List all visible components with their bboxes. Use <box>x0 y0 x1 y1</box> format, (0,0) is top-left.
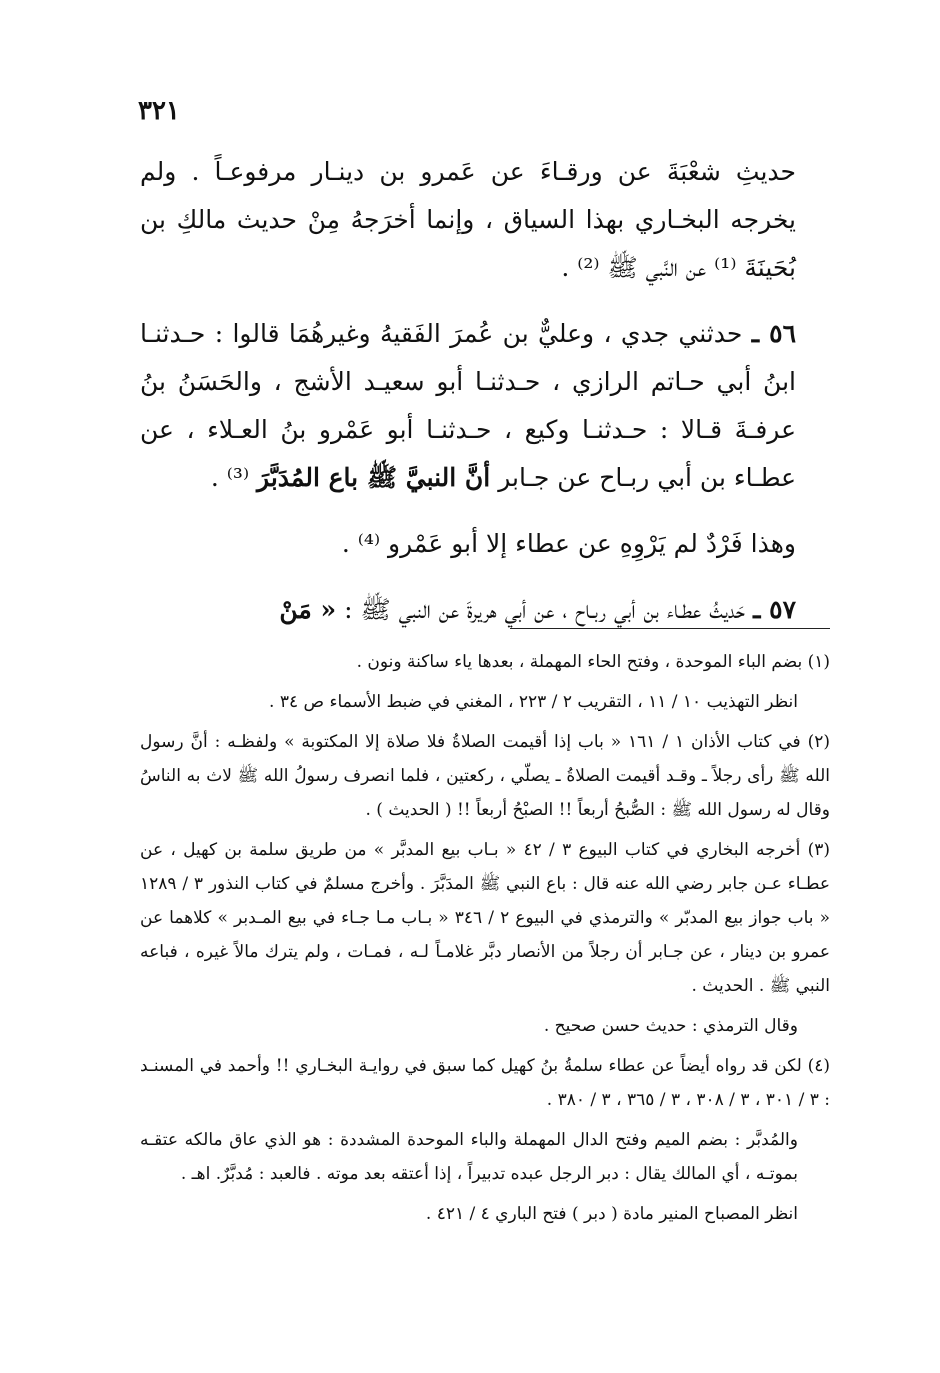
footnote-1-continued: انظر التهذيب ١٠ / ١١ ، التقريب ٢ / ٢٢٣ ، المغني في ضبط الأسماء ص ٣٤ . <box>269 692 798 712</box>
paragraph-continuation: حديثِ شعْبَةَ عن ورقـاءَ عن عَمرو بن دينـار مرفوعـاً . ولم يخرجه البخـاري بهذا السياق ، وإنما أخرَجهُ مِنْ حديث مالكِ بن بُحَينَةَ ⁽¹⁾ عن النَّبي ﷺ ⁽²⁾ . <box>140 157 796 282</box>
hadith-text: حَديثُ عطـاء بن أبي ربـاح ، عن أبي هريرةَ عن النبي ﷺ : <box>344 595 746 624</box>
footnotes <box>140 645 830 1237</box>
hadith-57 <box>140 586 830 634</box>
remark-paragraph: وهذا فَرْدٌ لم يَرْوِهِ عن عطاء إلا أبو عَمْرو ⁽⁴⁾ . <box>341 529 796 558</box>
hadith-matn: « مَنْ <box>279 595 337 624</box>
hadith-number: ٥٦ ـ <box>751 319 796 348</box>
footnote-2: (٢) في كتاب الأذان ١ / ١٦١ « باب إذا أقيمت الصلاةُ فلا صلاة إلا المكتوبة » ولفظـه : أنَّ رسول الله ﷺ رأى رجلاً ـ وقـد أقيمت الصلاةُ ـ يصلّي ، ركعتين ، فلما انصرف رسولُ الله ﷺ لاث به الناسُ وقال له رسول الله ﷺ : الصُّبحُ أربعاً !! الصبْحُ أربعاً !! ( الحديث ) . <box>140 732 830 820</box>
footnote-4: (٤) لكن قد رواه أيضاً عن عطاء سلمةُ بنُ كهيل كما سبق في روايـة البخـاري !! وأحمد في المسنـد : ٣ / ٣٠١ ، ٣ / ٣٠٨ ، ٣ / ٣٦٥ ، ٣ / ٣٨٠ . <box>140 1056 830 1110</box>
main-text <box>140 148 830 652</box>
footnote-1: (١) بضم الباء الموحدة ، وفتح الحاء المهملة ، بعدها ياء ساكنة ونون . <box>356 652 830 672</box>
footnote-4-definition: والمُدبَّر : بضم الميم وفتح الدال المهملة والباء الموحدة المشددة : هو الذي عاق مالكه عتقـه بموتـه ، أي المالك يقال : دبر الرجل عبده تدبيراً ، إذا أعتقه بعد موته . فالعبد : مُدبَّرٌ. اهـ . <box>140 1130 798 1184</box>
footnote-divider <box>510 628 830 629</box>
footnote-3-continued: وقال الترمذي : حديث حسن صحيح . <box>543 1016 798 1036</box>
hadith-56 <box>140 310 830 502</box>
footnote-ref: ⁽³⁾ . <box>210 463 250 492</box>
hadith-number: ٥٧ ـ <box>753 595 796 624</box>
hadith-text: حدثني جدي ، وعليٌّ بن عُمرَ الفَقيهُ وغيرهُمَا قالوا : حـدثنـا ابنُ أبي حـاتم الرازي ، حـدثنـا أبو سعيـد الأشج ، والحَسَنُ بنُ عرفـةَ قـالا : حـدثنـا وكيع ، حـدثنـا أبو عَمْرو بنُ العـلاء ، عن عطـاء بن أبي ربـاح عن جـابر <box>140 319 796 492</box>
page-number: ٣٢١ <box>138 96 180 126</box>
footnote-3: (٣) أخرجه البخاري في كتاب البيوع ٣ / ٤٢ « بـاب بيع المدبَّر » من طريق سلمة بن كهيل ، عن عطـاء عـن جابر رضي الله عنه قال : باع النبي ﷺ المدَبَّرَ . وأخرج مسلمٌ في كتاب النذور ٣ / ١٢٨٩ « باب جواز بيع المدبّر » والترمذي في البيوع ٢ / ٣٤٦ « بـاب مـا جـاء في بيع المـدبر » كلاهما عن عمرو بن دينار ، عن جـابر أن رجلاً من الأنصار دبَّر غلامـاً لـه ، فمـات ، ولم يترك مالاً غيره ، فباعه النبي ﷺ . الحديث . <box>140 840 830 996</box>
hadith-matn: أنَّ النبيَّ ﷺ باع المُدَبَّرَ <box>257 463 491 492</box>
footnote-4-reference: انظر المصباح المنير مادة ( دبر ) فتح الباري ٤ / ٤٢١ . <box>425 1204 798 1224</box>
